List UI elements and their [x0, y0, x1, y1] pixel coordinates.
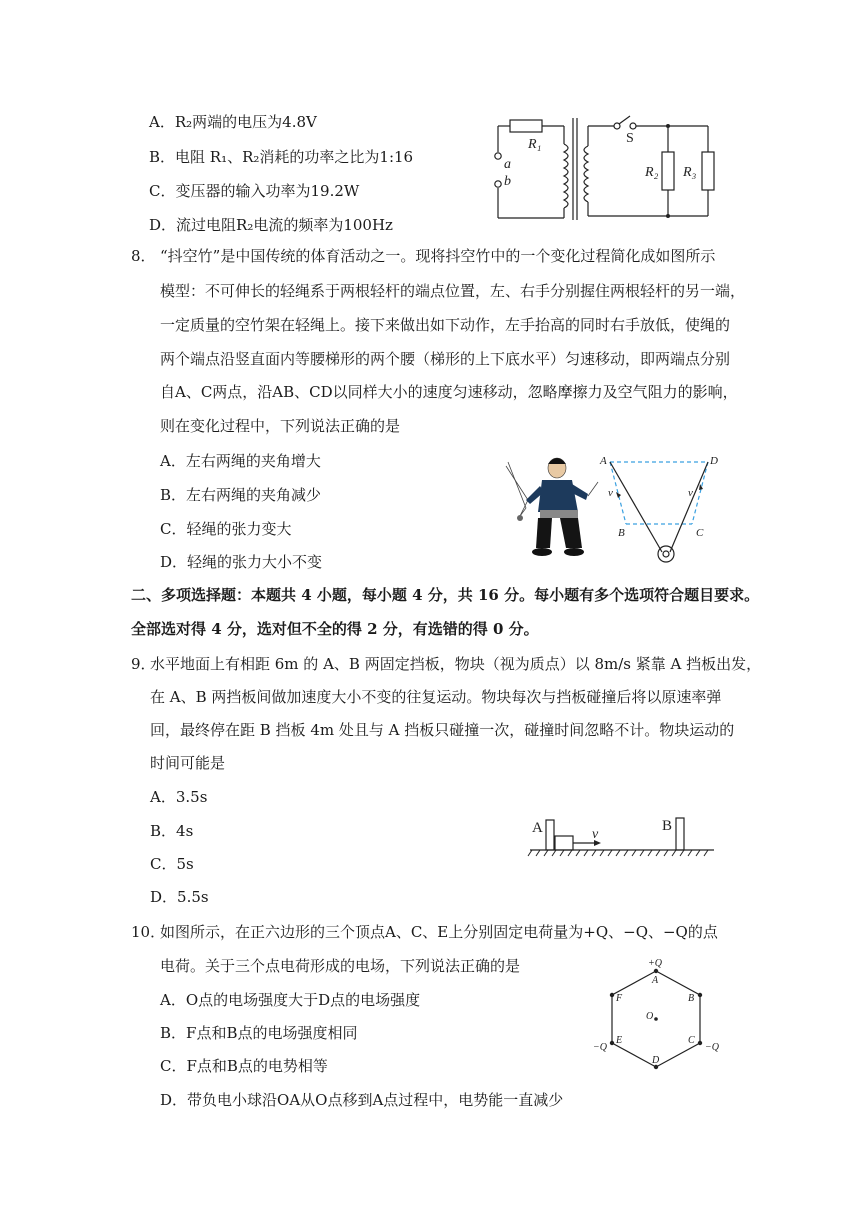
q7-option-b: B．电阻 R₁、R₂消耗的功率之比为1:16	[149, 148, 414, 166]
label-a: a	[504, 157, 511, 172]
q7-option-d: D．流过电阻R₂电流的频率为100Hz	[149, 216, 393, 234]
q10-number: 10．	[131, 923, 166, 941]
q10-option-c: C．F点和B点的电势相等	[160, 1057, 328, 1075]
label-v1: v	[608, 487, 613, 499]
q8-option-a: A．左右两绳的夹角增大	[160, 452, 321, 470]
label-b: B	[618, 527, 625, 539]
q10-stem-line: 如图所示，在正六边形的三个顶点A、C、E上分别固定电荷量为+Q、−Q、−Q的点	[160, 923, 718, 941]
label-c: C	[688, 1035, 695, 1046]
q8-stem-line: 两个端点沿竖直面内等腰梯形的两个腰（梯形的上下底水平）匀速移动，即两端点分别	[160, 350, 731, 368]
q10-option-a: A．O点的电场强度大于D点的电场强度	[160, 991, 421, 1009]
label-d: D	[652, 1055, 660, 1066]
q10-stem-line: 电荷。关于三个点电荷形成的电场，下列说法正确的是	[160, 957, 521, 975]
q8-option-d: D．轻绳的张力大小不变	[160, 553, 323, 571]
label-b: B	[688, 993, 695, 1004]
q10-hexagon-figure	[592, 955, 724, 1077]
q8-option-c: C．轻绳的张力变大	[160, 520, 292, 538]
q8-stem-line: 则在变化过程中，下列说法正确的是	[160, 417, 401, 435]
q8-stem-line: 自A、C两点，沿AB、CD以同样大小的速度匀速移动，忽略摩擦力及空气阻力的影响，	[160, 383, 738, 401]
label-s: S	[626, 131, 634, 146]
label-v: v	[592, 827, 599, 842]
q9-number: 9．	[131, 655, 156, 673]
label-r3: R₃	[683, 165, 697, 180]
diabolo-player-illustration	[502, 456, 602, 560]
q8-option-b: B．左右两绳的夹角减少	[160, 486, 322, 504]
q8-stem-line: “抖空竹”是中国传统的体育活动之一。现将抖空竹中的一个变化过程简化成如图所示	[160, 247, 716, 265]
section-2-instructions: 全部选对得 4 分，选对但不全的得 2 分，有选错的得 0 分。	[131, 620, 539, 638]
q9-stem-line: 回，最终停在距 B 挡板 4m 处且与 A 挡板只碰撞一次，碰撞时间忽略不计。物块运动的	[150, 721, 735, 739]
q10-option-d: D．带负电小球沿OA从O点移到A点过程中，电势能一直减少	[160, 1091, 564, 1109]
q9-option-b: B．4s	[150, 822, 194, 840]
q8-stem-line: 一定质量的空竹架在轻绳上。接下来做出如下动作，左手抬高的同时右手放低，使绳的	[160, 316, 731, 334]
label-r2: R₂	[645, 165, 659, 180]
label-o: O	[646, 1011, 654, 1022]
q10-option-b: B．F点和B点的电场强度相同	[160, 1024, 358, 1042]
label-plus-q: +Q	[648, 958, 662, 969]
q9-option-c: C．5s	[150, 855, 194, 873]
q7-option-a: A．R₂两端的电压为4.8V	[149, 113, 317, 131]
label-minus-q-right: −Q	[705, 1042, 719, 1053]
q7-circuit-figure	[490, 112, 720, 224]
q7-option-c: C．变压器的输入功率为19.2W	[149, 182, 360, 200]
label-a: A	[532, 820, 543, 836]
section-2-heading: 二、多项选择题：本题共 4 小题，每小题 4 分，共 16 分。每小题有多个选项符合题目要求。	[131, 586, 760, 604]
label-f: F	[616, 993, 623, 1004]
q9-option-d: D．5.5s	[150, 888, 209, 906]
q9-stem-line: 时间可能是	[150, 754, 226, 772]
label-r1: R₁	[528, 137, 542, 152]
q8-trapezoid-model	[596, 452, 726, 572]
label-minus-q-left: −Q	[593, 1042, 607, 1053]
label-v2: v	[688, 487, 693, 499]
q8-stem-line: 模型：不可伸长的轻绳系于两根轻杆的端点位置，左、右手分别握住两根轻杆的另一端，	[160, 282, 746, 300]
label-a: A	[652, 975, 659, 986]
q9-barrier-figure	[528, 812, 718, 862]
label-e: E	[616, 1035, 623, 1046]
label-d: D	[710, 455, 718, 467]
label-a: A	[600, 455, 607, 467]
label-c: C	[696, 527, 704, 539]
label-b: b	[504, 174, 511, 189]
label-b: B	[662, 818, 673, 834]
q9-stem-line: 在 A、B 两挡板间做加速度大小不变的往复运动。物块每次与挡板碰撞后将以原速率弹	[150, 688, 722, 706]
q9-stem-line: 水平地面上有相距 6m 的 A、B 两固定挡板，物块（视为质点）以 8m/s 紧靠 A 挡板出发，	[150, 655, 762, 673]
q9-option-a: A．3.5s	[150, 788, 208, 806]
q8-number: 8．	[131, 247, 156, 265]
